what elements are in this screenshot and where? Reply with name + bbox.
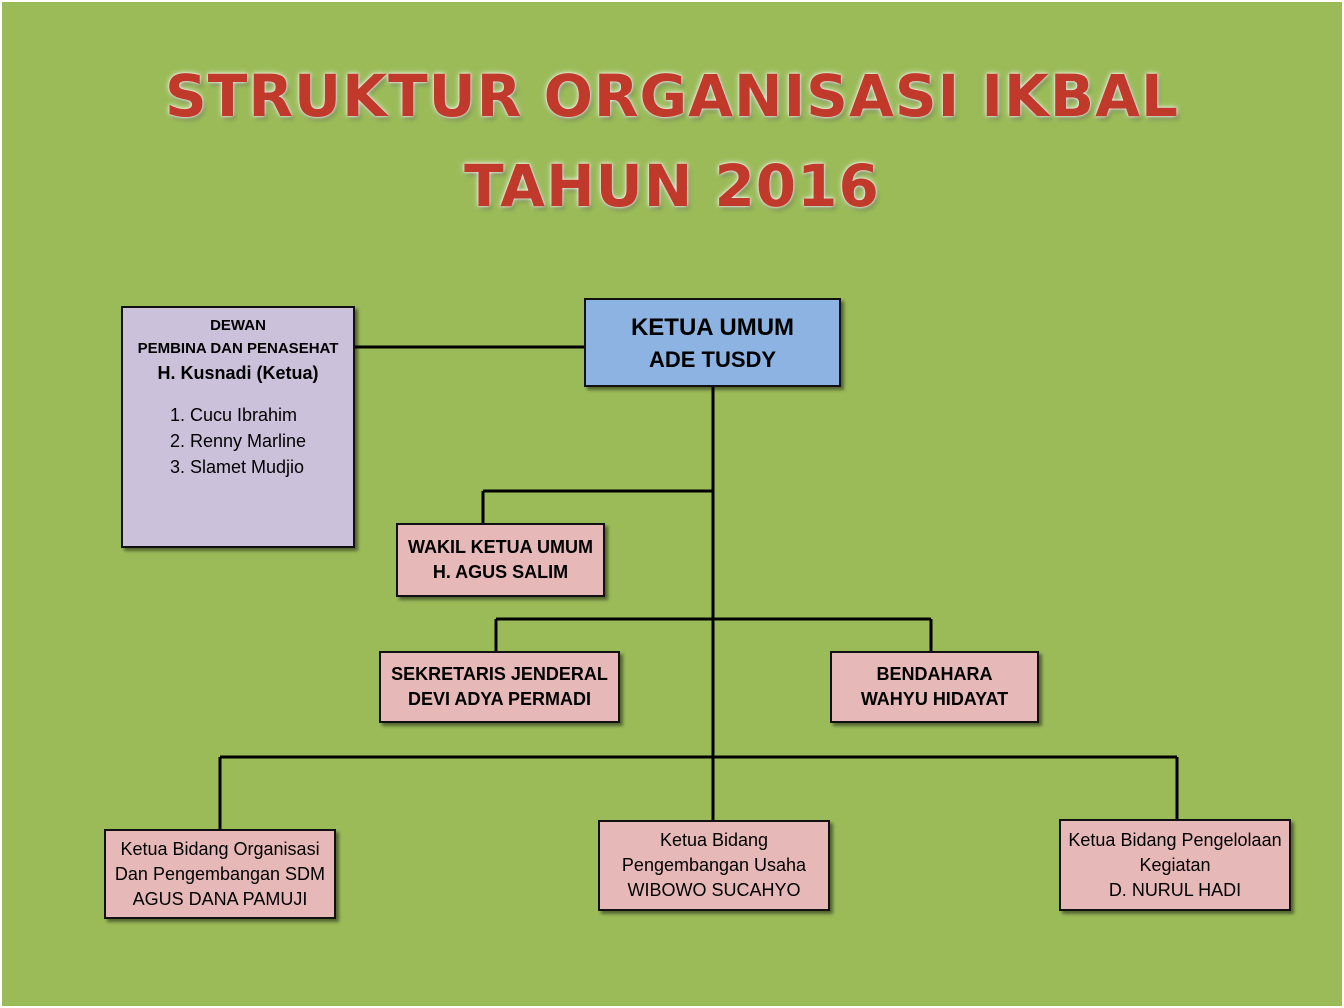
wakil-role: WAKIL KETUA UMUM <box>408 537 593 557</box>
ketua-umum-role: KETUA UMUM <box>630 313 795 341</box>
sekjen-role: SEKRETARIS JENDERAL <box>391 664 608 684</box>
dewan-member: 3. Slamet Mudjio <box>169 457 305 477</box>
bendahara-box <box>830 651 1039 723</box>
bidang-usaha-name: WIBOWO SUCAHYO <box>627 880 801 900</box>
bidang-organisasi-line2: Dan Pengembangan SDM <box>114 863 326 884</box>
chart-title-line1: STRUKTUR ORGANISASI IKBAL <box>165 62 1179 130</box>
bidang-organisasi-name: AGUS DANA PAMUJI <box>132 888 308 909</box>
dewan-line2: PEMBINA DAN PENASEHAT <box>137 340 339 357</box>
sekjen-name: DEVI ADYA PERMADI <box>407 689 592 709</box>
bendahara-name: WAHYU HIDAYAT <box>860 689 1009 709</box>
dewan-chair: H. Kusnadi (Ketua) <box>157 363 319 383</box>
dewan-member: 2. Renny Marline <box>169 431 307 451</box>
bidang-kegiatan-name: D. NURUL HADI <box>1108 879 1242 900</box>
dewan-member: 1. Cucu Ibrahim <box>169 405 298 425</box>
wakil-ketua-box <box>396 523 605 597</box>
bidang-organisasi-line1: Ketua Bidang Organisasi <box>120 838 320 859</box>
wakil-name: H. AGUS SALIM <box>432 562 569 582</box>
ketua-umum-name: ADE TUSDY <box>648 346 777 372</box>
dewan-pembina-box <box>121 306 355 548</box>
bendahara-role: BENDAHARA <box>876 664 993 684</box>
dewan-line1: DEWAN <box>210 317 266 334</box>
org-chart-slide <box>2 2 1342 1006</box>
chart-title-line2: TAHUN 2016 <box>464 152 880 220</box>
ketua-umum-box <box>584 298 841 387</box>
bidang-kegiatan-box <box>1059 819 1291 911</box>
bidang-kegiatan-line2: Kegiatan <box>1139 854 1211 875</box>
dewan-member-list <box>170 402 306 480</box>
bidang-usaha-line2: Pengembangan Usaha <box>621 855 807 875</box>
sekretaris-jenderal-box <box>379 651 620 723</box>
bidang-organisasi-box <box>104 829 336 919</box>
bidang-usaha-box <box>598 820 830 911</box>
bidang-usaha-line1: Ketua Bidang <box>659 830 769 850</box>
bidang-kegiatan-line1: Ketua Bidang Pengelolaan <box>1068 829 1282 850</box>
